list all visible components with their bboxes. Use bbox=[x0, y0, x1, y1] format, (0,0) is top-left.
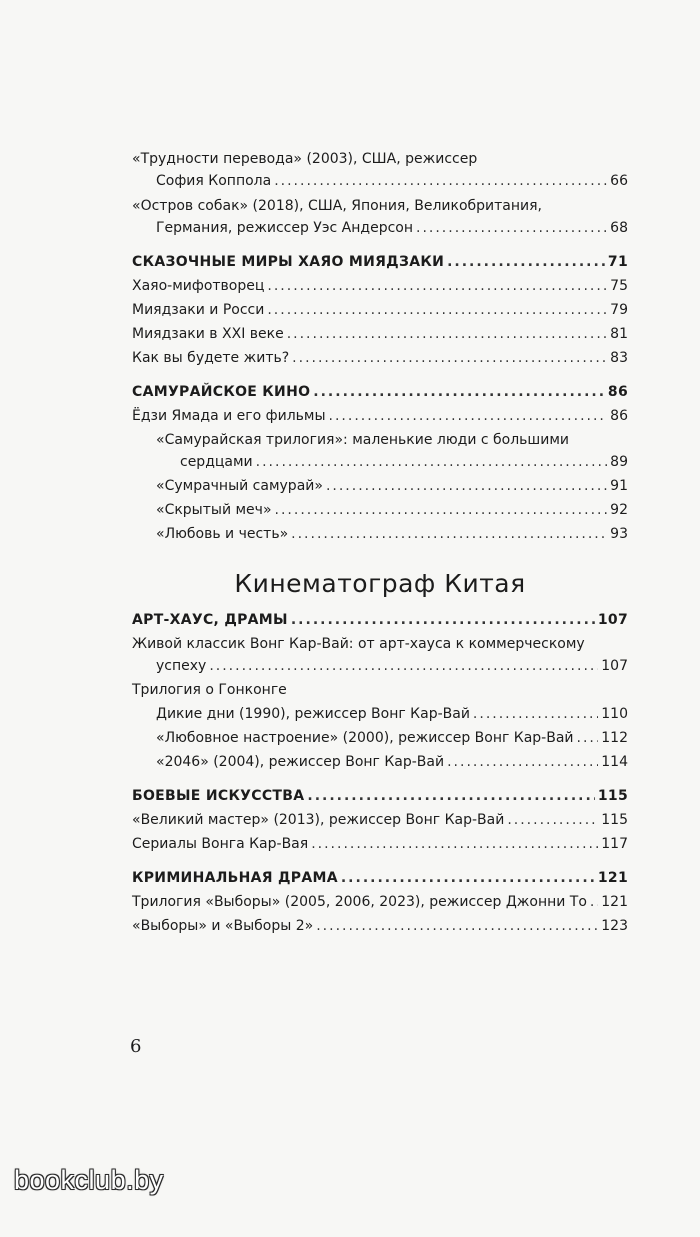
toc-page-number: 86 bbox=[610, 408, 628, 424]
toc-entry bbox=[156, 703, 628, 725]
dot-leader bbox=[341, 867, 595, 889]
toc-section-title: САМУРАЙСКОЕ КИНО bbox=[132, 384, 311, 400]
dot-leader bbox=[287, 323, 607, 345]
toc-entry-title-line2: сердцами bbox=[180, 454, 253, 470]
dot-leader bbox=[313, 381, 605, 403]
toc-entry-title: Миядзаки и Росси bbox=[132, 302, 265, 318]
toc-section bbox=[132, 381, 628, 403]
toc-entry bbox=[156, 727, 628, 749]
toc-entry bbox=[132, 195, 628, 239]
toc-entry-title: «Сумрачный самурай» bbox=[156, 478, 323, 494]
dot-leader bbox=[329, 405, 608, 427]
dot-leader bbox=[326, 475, 607, 497]
toc-section bbox=[132, 251, 628, 273]
toc-entry bbox=[156, 499, 628, 521]
toc-entry bbox=[132, 148, 628, 192]
chapter-title: Кинематограф Китая bbox=[234, 569, 526, 598]
toc-entry-title-line2: Германия, режиссер Уэс Андерсон bbox=[156, 220, 413, 236]
toc-entry-title: Сериалы Вонга Кар-Вая bbox=[132, 836, 309, 852]
toc-page-number: 91 bbox=[610, 478, 628, 494]
toc-section bbox=[132, 785, 628, 807]
toc-heading bbox=[132, 679, 628, 701]
toc-page-number: 121 bbox=[597, 870, 628, 886]
toc-entry bbox=[132, 275, 628, 297]
toc-section-title: СКАЗОЧНЫЕ МИРЫ ХАЯО МИЯДЗАКИ bbox=[132, 254, 445, 270]
dot-leader bbox=[311, 833, 598, 855]
toc-entry bbox=[132, 299, 628, 321]
toc-entry-title: «Любовь и честь» bbox=[156, 526, 289, 542]
toc-entry-title: «Скрытый меч» bbox=[156, 502, 272, 518]
toc-page-number: 81 bbox=[610, 326, 628, 342]
toc-entry bbox=[132, 915, 628, 937]
toc-list-japan bbox=[132, 148, 628, 545]
watermark: bookclub.by bbox=[14, 1165, 164, 1195]
dot-leader bbox=[577, 727, 599, 749]
dot-leader bbox=[447, 751, 598, 773]
dot-leader bbox=[209, 655, 598, 677]
toc-entry-title: «Любовное настроение» (2000), режиссер Вонг Кар-Вай bbox=[156, 730, 574, 746]
toc-entry bbox=[132, 833, 628, 855]
toc-page-number: 92 bbox=[610, 502, 628, 518]
toc-page-number: 123 bbox=[601, 918, 628, 934]
toc-entry-title-line1: «Остров собак» (2018), США, Япония, Великобритания, bbox=[132, 198, 542, 214]
toc-page-number: 66 bbox=[610, 173, 628, 189]
dot-leader bbox=[292, 347, 607, 369]
dot-leader bbox=[590, 891, 598, 913]
toc-page-number: 75 bbox=[610, 278, 628, 294]
toc-entry-title: «Выборы» и «Выборы 2» bbox=[132, 918, 314, 934]
dot-leader bbox=[316, 915, 598, 937]
toc-entry bbox=[132, 323, 628, 345]
toc-page-number: 68 bbox=[610, 220, 628, 236]
toc-entry bbox=[132, 891, 628, 913]
dot-leader bbox=[256, 451, 608, 473]
dot-leader bbox=[267, 275, 607, 297]
toc-page-number: 107 bbox=[601, 658, 628, 674]
toc-entry bbox=[132, 347, 628, 369]
toc-page-number: 121 bbox=[601, 894, 628, 910]
toc-section bbox=[132, 609, 628, 631]
toc-entry-title: Хаяо-мифотворец bbox=[132, 278, 265, 294]
toc-page-number: 79 bbox=[610, 302, 628, 318]
toc-entry bbox=[132, 809, 628, 831]
dot-leader bbox=[307, 785, 594, 807]
toc-entry-title-line2: София Коппола bbox=[156, 173, 272, 189]
toc-page-number: 114 bbox=[601, 754, 628, 770]
dot-leader bbox=[447, 251, 605, 273]
toc-page-number: 112 bbox=[601, 730, 628, 746]
toc-page-number: 115 bbox=[597, 788, 628, 804]
toc-entry-title: Ёдзи Ямада и его фильмы bbox=[132, 408, 326, 424]
dot-leader bbox=[291, 523, 607, 545]
toc-section-title: КРИМИНАЛЬНАЯ ДРАМА bbox=[132, 870, 338, 886]
toc-page-number: 89 bbox=[610, 454, 628, 470]
toc-entry-title: Трилогия «Выборы» (2005, 2006, 2023), режиссер Джонни То bbox=[132, 894, 587, 910]
dot-leader bbox=[267, 299, 607, 321]
toc-entry-title-line1: «Самурайская трилогия»: маленькие люди с большими bbox=[156, 432, 569, 448]
dot-leader bbox=[507, 809, 598, 831]
toc-page-number: 110 bbox=[601, 706, 628, 722]
toc-page-number: 86 bbox=[607, 384, 628, 400]
toc-list-china bbox=[132, 609, 628, 937]
toc-entry-title: Дикие дни (1990), режиссер Вонг Кар-Вай bbox=[156, 706, 470, 722]
toc-entry bbox=[156, 751, 628, 773]
toc-entry-title: «2046» (2004), режиссер Вонг Кар-Вай bbox=[156, 754, 445, 770]
toc-entry-title: Миядзаки в XXI веке bbox=[132, 326, 284, 342]
toc-entry-title: Как вы будете жить? bbox=[132, 350, 290, 366]
toc-section-title: БОЕВЫЕ ИСКУССТВА bbox=[132, 788, 305, 804]
dot-leader bbox=[473, 703, 598, 725]
toc-entry-title: «Великий мастер» (2013), режиссер Вонг Кар-Вай bbox=[132, 812, 505, 828]
toc-heading-title: Трилогия о Гонконге bbox=[132, 682, 287, 698]
toc-page-number: 93 bbox=[610, 526, 628, 542]
dot-leader bbox=[291, 609, 595, 631]
toc-entry-title-line1: Живой классик Вонг Кар-Вай: от арт-хауса к коммерческому bbox=[132, 636, 585, 652]
toc-page-number: 71 bbox=[607, 254, 628, 270]
toc-page-number: 117 bbox=[601, 836, 628, 852]
toc-page-number: 115 bbox=[601, 812, 628, 828]
dot-leader bbox=[274, 170, 607, 192]
page-number: 6 bbox=[130, 1036, 142, 1057]
toc-entry bbox=[132, 633, 628, 677]
toc-section-title: АРТ-ХАУС, ДРАМЫ bbox=[132, 612, 288, 628]
toc-section bbox=[132, 867, 628, 889]
toc-entry bbox=[132, 405, 628, 427]
dot-leader bbox=[275, 499, 608, 521]
toc-entry-title-line1: «Трудности перевода» (2003), США, режиссер bbox=[132, 151, 478, 167]
table-of-contents bbox=[132, 148, 628, 937]
toc-entry bbox=[156, 475, 628, 497]
toc-entry-title-line2: успеху bbox=[156, 658, 207, 674]
toc-entry bbox=[156, 523, 628, 545]
toc-page-number: 107 bbox=[597, 612, 628, 628]
toc-page-number: 83 bbox=[610, 350, 628, 366]
toc-entry bbox=[156, 429, 628, 473]
dot-leader bbox=[416, 217, 607, 239]
